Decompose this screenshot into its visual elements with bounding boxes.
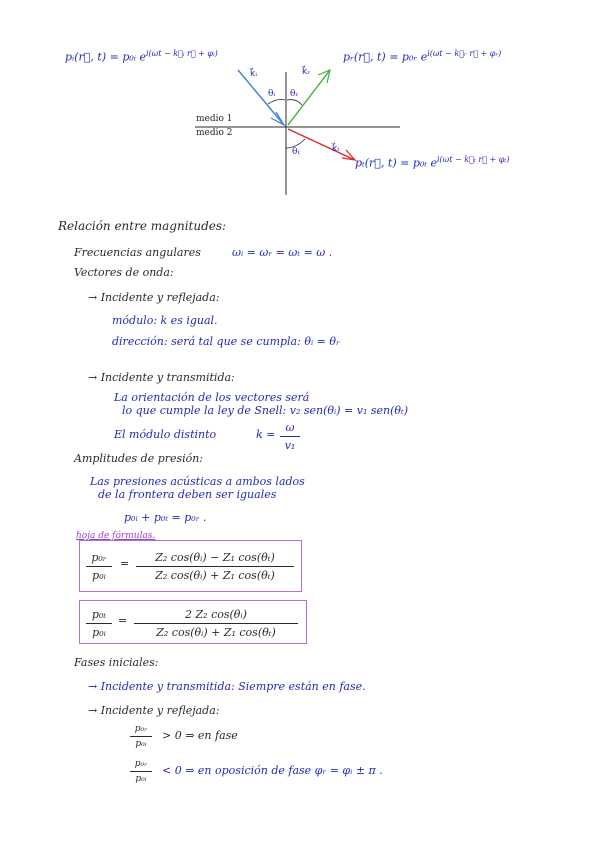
orientation-line-1: La orientación de los vectores será bbox=[114, 391, 310, 404]
incident-ray bbox=[238, 70, 284, 125]
transmitted-eq-exp: i(ωt − k⃗ₜ r⃗ + φₜ) bbox=[437, 155, 510, 164]
k-fraction-bar bbox=[280, 436, 300, 437]
box1-rhs-bar bbox=[136, 566, 294, 567]
phase2-fraction bbox=[130, 759, 152, 784]
medio1-label: medio 1 bbox=[196, 114, 233, 124]
phase2-num: p₀ᵣ bbox=[134, 759, 148, 769]
reflected-eq-exp: i(ωt − k⃗ᵣ r⃗ + φᵣ) bbox=[427, 49, 502, 58]
box1-rhs-fraction bbox=[136, 551, 294, 582]
phase1-den: p₀ᵢ bbox=[135, 739, 147, 749]
phase2-bar bbox=[130, 771, 152, 772]
theta-r-label: θᵣ bbox=[290, 89, 299, 99]
k-fraction-den: v₁ bbox=[284, 439, 296, 452]
phase2-rest: < 0 ⇒ en oposición de fase φᵣ = φᵢ ± π . bbox=[162, 764, 383, 777]
phase1-fraction bbox=[130, 724, 152, 749]
theta-t-label: θₜ bbox=[292, 147, 300, 157]
box1-rhs-num: Z₂ cos(θᵢ) − Z₁ cos(θₜ) bbox=[155, 551, 275, 564]
box2-rhs-num: 2 Z₂ cos(θᵢ) bbox=[185, 608, 247, 621]
amplitudes-heading: Amplitudes de presión: bbox=[74, 452, 204, 465]
sum-equation: p₀ᵢ + p₀ₜ = p₀ᵣ . bbox=[124, 511, 207, 524]
box1-rhs-den: Z₂ cos(θᵢ) + Z₁ cos(θₜ) bbox=[155, 569, 275, 582]
transmitted-eq-base: pₜ(r⃗, t) = p₀ₜ e bbox=[355, 156, 437, 170]
box2-equals: = bbox=[118, 614, 128, 627]
phase2-condition bbox=[162, 765, 383, 776]
incident-transmitted-heading: → Incidente y transmitida: bbox=[88, 371, 235, 384]
fase-transmitted: → Incidente y transmitida: Siempre están en fase. bbox=[88, 680, 366, 693]
phase1-condition bbox=[162, 730, 238, 741]
box2-lhs-den: p₀ᵢ bbox=[92, 626, 106, 639]
phase1-rest: > 0 ⇒ en fase bbox=[162, 729, 238, 742]
presiones-line-1: Las presiones acústicas a ambos lados bbox=[90, 475, 305, 488]
incident-reflected-heading: → Incidente y reflejada: bbox=[88, 291, 220, 304]
transmitted-equation bbox=[355, 156, 509, 169]
fases-heading: Fases iniciales: bbox=[74, 656, 159, 669]
k-fraction bbox=[280, 421, 300, 452]
theta-r-arc bbox=[287, 100, 302, 105]
ki-label: k⃗ᵢ bbox=[250, 69, 258, 79]
orientation-line-2: lo que cumple la ley de Snell: v₂ sen(θᵢ) = v₁ sen(θₜ) bbox=[122, 404, 409, 417]
presiones-line-2: de la frontera deben ser iguales bbox=[98, 488, 277, 501]
section-heading: Relación entre magnitudes: bbox=[58, 219, 227, 233]
box2-lhs-num: p₀ₜ bbox=[91, 608, 107, 621]
incident-eq-base: pᵢ(r⃗, t) = p₀ᵢ e bbox=[65, 50, 146, 64]
box2-rhs-fraction bbox=[134, 608, 298, 639]
box2-rhs-den: Z₂ cos(θᵢ) + Z₁ cos(θₜ) bbox=[156, 626, 276, 639]
box2-lhs-fraction bbox=[86, 608, 112, 639]
reflected-eq-base: pᵣ(r⃗, t) = p₀ᵣ e bbox=[343, 50, 428, 64]
kt-label: k⃗ₜ bbox=[332, 144, 340, 154]
hoja-formulas-note: hoja de fórmulas. bbox=[76, 531, 156, 541]
frequency-equation: ωᵢ = ωᵣ = ωₜ = ω . bbox=[232, 246, 333, 259]
phase1-num: p₀ᵣ bbox=[134, 724, 148, 734]
k-equation-lhs: k = bbox=[256, 428, 276, 441]
theta-i-arc bbox=[268, 100, 285, 105]
reflected-equation bbox=[343, 50, 501, 63]
incident-equation bbox=[65, 50, 218, 63]
box1-lhs-num: p₀ᵣ bbox=[91, 551, 107, 564]
frequency-label: Frecuencias angulares bbox=[74, 246, 201, 259]
box1-lhs-den: p₀ᵢ bbox=[92, 569, 106, 582]
theta-i-label: θᵢ bbox=[268, 89, 276, 99]
fase-reflected-heading: → Incidente y reflejada: bbox=[88, 704, 220, 717]
medio2-label: medio 2 bbox=[196, 128, 233, 138]
modulo-distinto: El módulo distinto bbox=[114, 428, 217, 441]
box1-lhs-bar bbox=[86, 566, 112, 567]
phase2-den: p₀ᵢ bbox=[135, 774, 147, 784]
direccion-text: dirección: será tal que se cumpla: θᵢ = θᵣ bbox=[112, 335, 340, 348]
box1-equals: = bbox=[120, 557, 130, 570]
box2-lhs-bar bbox=[86, 623, 112, 624]
box2-rhs-bar bbox=[134, 623, 298, 624]
vectores-heading: Vectores de onda: bbox=[74, 266, 174, 279]
incident-eq-exp: i(ωt − k⃗ᵢ r⃗ + φᵢ) bbox=[146, 49, 218, 58]
phase1-bar bbox=[130, 736, 152, 737]
box1-lhs-fraction bbox=[86, 551, 112, 582]
modulo-text: módulo: k es igual. bbox=[112, 314, 218, 327]
k-fraction-num: ω bbox=[285, 421, 295, 434]
kr-label: k⃗ᵣ bbox=[302, 67, 311, 77]
